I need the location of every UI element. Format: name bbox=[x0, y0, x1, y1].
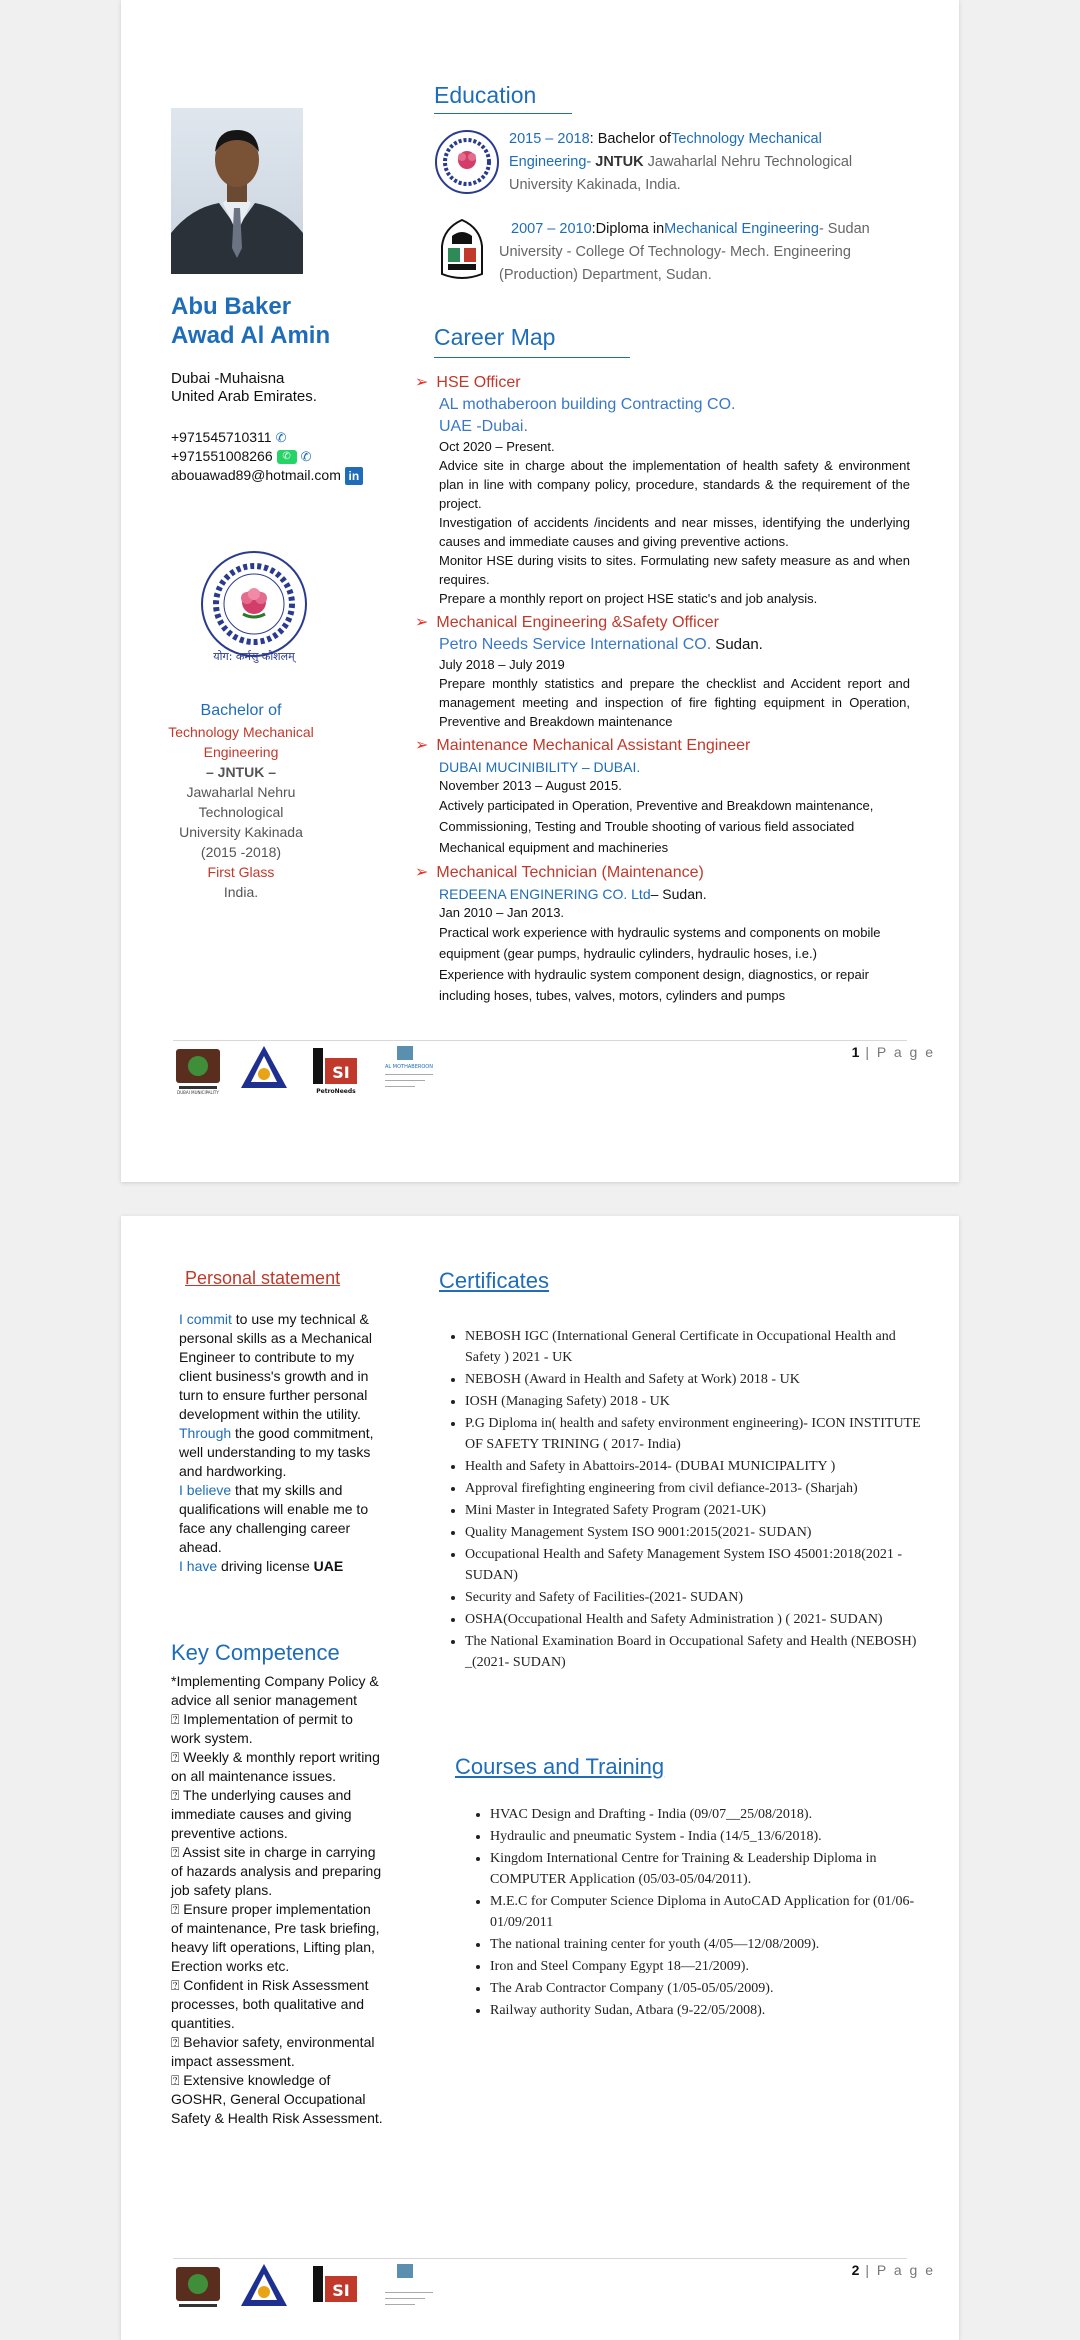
job-title: Mechanical Technician (Maintenance) bbox=[436, 864, 704, 881]
profile-photo bbox=[171, 108, 303, 274]
petroneeds-logo bbox=[311, 2264, 361, 2314]
resume-page-1 bbox=[121, 0, 959, 1182]
sudan-university-seal-icon bbox=[434, 218, 490, 282]
company-name: DUBAI MUCINIBILITY – DUBAI. bbox=[439, 759, 641, 775]
job-dates: Jan 2010 – Jan 2013. bbox=[439, 905, 565, 920]
ps-have-keyword: I have bbox=[179, 1558, 218, 1574]
certificate-item: • Security and Safety of Facilities-(2021- SUDAN) bbox=[465, 1587, 931, 1608]
hse-contractor-logo bbox=[239, 1044, 289, 1094]
sidebar-degree-line1: Bachelor of bbox=[200, 702, 282, 719]
phone-icon: ✆ bbox=[300, 449, 312, 464]
svg-text:SI: SI bbox=[332, 2281, 350, 2300]
phone-number-2[interactable]: +971551008266 bbox=[171, 448, 273, 464]
job-title: Mechanical Engineering &Safety Officer bbox=[436, 614, 719, 631]
career-item bbox=[415, 862, 910, 1006]
dubai-municipality-logo bbox=[173, 1046, 223, 1096]
job-title: HSE Officer bbox=[436, 374, 521, 391]
footer-rule bbox=[173, 1040, 907, 1041]
sidebar-degree-line10: India. bbox=[223, 884, 259, 900]
edu1-pre: : Bachelor of bbox=[589, 131, 672, 147]
course-item: • The national training center for youth (4/05—12/08/2009). bbox=[490, 1934, 926, 1955]
career-map-header: Career Map bbox=[434, 324, 556, 350]
course-item: • The Arab Contractor Company (1/05-05/05/2009). bbox=[490, 1978, 926, 1999]
al-mothaberoon-logo-text: AL MOTHABEROON bbox=[385, 1064, 433, 1070]
course-item: • Iron and Steel Company Egypt 18—21/2009). bbox=[490, 1956, 926, 1977]
certificate-item: • NEBOSH (Award in Health and Safety at Work) 2018 - UK bbox=[465, 1369, 931, 1390]
certificate-item: • IOSH (Managing Safety) 2018 - UK bbox=[465, 1391, 931, 1412]
key-competence-header: Key Competence bbox=[171, 1640, 340, 1665]
sidebar-degree-line8: (2015 -2018) bbox=[200, 844, 282, 860]
company-location: UAE -Dubai. bbox=[439, 418, 528, 435]
al-mothaberoon-logo bbox=[379, 1044, 439, 1094]
certificates-header: Certificates bbox=[439, 1268, 550, 1293]
job-title: Maintenance Mechanical Assistant Engineer bbox=[436, 737, 751, 754]
sidebar-degree-line4: – JNTUK – bbox=[205, 764, 277, 780]
jntuk-seal-icon bbox=[433, 128, 501, 196]
job-description: Prepare monthly statistics and prepare the checklist and Accident report and management meeting and inspection of fire fighting equipment in Operation, Preventive and Breakdown maintenance bbox=[439, 676, 910, 729]
education-header: Education bbox=[434, 82, 537, 108]
certificate-item: • The National Examination Board in Occupational Safety and Health (NEBOSH) _(2021- SUDAN) bbox=[465, 1631, 931, 1673]
phone-icon: ✆ bbox=[275, 430, 287, 445]
job-description: Actively participated in Operation, Preventive and Breakdown maintenance, Commissioning, Testing and Trouble shooting of various field associated Mechanical equipment and machineries bbox=[439, 798, 874, 855]
key-competence-list bbox=[171, 1672, 386, 2128]
sidebar-degree-line9: First Glass bbox=[207, 864, 275, 880]
al-mothaberoon-logo bbox=[379, 2262, 439, 2312]
page-label: P a g e bbox=[876, 1044, 935, 1060]
career-item bbox=[415, 372, 910, 608]
company-name: REDEENA ENGINERING CO. Ltd bbox=[439, 886, 651, 902]
page-label: P a g e bbox=[876, 2262, 935, 2278]
competence-item: ⍰ Ensure proper implementation of maintenance, Pre task briefing, heavy lift operations, Lifting plan, Erection works etc. bbox=[171, 1901, 380, 1974]
edu1-dash: - bbox=[586, 154, 596, 170]
dubai-municipality-logo-text: DUBAI MUNICIPALITY bbox=[177, 1090, 219, 1095]
arrow-bullet-icon: ➢ bbox=[415, 614, 429, 631]
university-logo bbox=[195, 548, 313, 666]
job-description: Practical work experience with hydraulic systems and components on mobile equipment (gear pumps, hydraulic cylinders, hydraulic hoses, i.e.) Experience with hydraulic system component design, diagnostics, or repair including hoses, tubes, valves, motors, cylinders and pumps bbox=[439, 925, 881, 1003]
sidebar-degree-line6: Technological bbox=[198, 804, 284, 820]
certificate-item: • OSHA(Occupational Health and Safety Administration ) ( 2021- SUDAN) bbox=[465, 1609, 931, 1630]
edu1-rest: Jawaharlal Nehru Technological University Kakinada, India. bbox=[509, 154, 853, 193]
whatsapp-icon: ✆ bbox=[277, 450, 297, 464]
page-number: 2 | P a g e bbox=[851, 2262, 935, 2278]
education-entry-1 bbox=[509, 128, 889, 197]
footer-rule bbox=[173, 2258, 907, 2259]
career-list bbox=[415, 372, 910, 1010]
sidebar-degree-line7: University Kakinada bbox=[179, 824, 303, 840]
edu1-field: Technology Mechanical Engineering bbox=[509, 131, 822, 170]
course-item: • M.E.C for Computer Science Diploma in AutoCAD Application for (01/06-01/09/2011 bbox=[490, 1891, 926, 1933]
page-number-value: 1 bbox=[851, 1044, 860, 1060]
arrow-bullet-icon: ➢ bbox=[415, 737, 429, 754]
competence-item: ⍰ Extensive knowledge of GOSHR, General Occupational Safety & Health Risk Assessment. bbox=[171, 2072, 383, 2126]
course-item: • Hydraulic and pneumatic System - India (14/5_13/6/2018). bbox=[490, 1826, 926, 1847]
edu1-years: 2015 – 2018 bbox=[509, 131, 590, 147]
career-item bbox=[415, 735, 910, 858]
sidebar-degree-line3: Engineering bbox=[203, 744, 279, 760]
certificate-item: • Occupational Health and Safety Management System ISO 45001:2018(2021 - SUDAN) bbox=[465, 1544, 931, 1586]
edu2-field: Mechanical Engineering bbox=[664, 221, 819, 237]
ps-through-text: the good commitment, well understanding to my tasks and hardworking. bbox=[179, 1425, 374, 1479]
ps-through-keyword: Through bbox=[179, 1425, 232, 1441]
personal-statement-header: Personal statement bbox=[185, 1268, 341, 1288]
competence-item: ⍰ Confident in Risk Assessment processes, both qualitative and quantities. bbox=[171, 1977, 369, 2031]
personal-statement-text bbox=[179, 1310, 374, 1576]
education-header-rule bbox=[434, 113, 572, 114]
competence-item: ⍰ Assist site in charge in carrying of hazards analysis and preparing job safety plans. bbox=[171, 1844, 382, 1898]
svg-text:SI: SI bbox=[332, 1063, 350, 1082]
name-second-line: Awad Al Amin bbox=[171, 322, 331, 349]
career-item bbox=[415, 612, 910, 731]
certificate-item: • P.G Diploma in( health and safety environment engineering)- ICON INSTITUTE OF SAFETY TRINING ( 2017- India) bbox=[465, 1413, 931, 1455]
competence-item: ⍰ Implementation of permit to work system. bbox=[171, 1711, 353, 1746]
petroneeds-logo bbox=[311, 1046, 361, 1096]
petroneeds-logo-text: PetroNeeds bbox=[316, 1088, 356, 1095]
career-map-header-rule bbox=[434, 357, 630, 358]
arrow-bullet-icon: ➢ bbox=[415, 374, 429, 391]
edu2-rest: - Sudan University - College Of Technology- Mech. Engineering (Production) Department, Sudan. bbox=[499, 221, 870, 283]
ps-have-text: driving license bbox=[217, 1558, 314, 1574]
dubai-municipality-logo bbox=[173, 2264, 223, 2314]
certificate-item: • NEBOSH IGC (International General Certificate in Occupational Health and Safety ) 2021 - UK bbox=[465, 1326, 931, 1368]
ps-believe-keyword: I believe bbox=[179, 1482, 232, 1498]
job-dates: Oct 2020 – Present. bbox=[439, 439, 555, 454]
edu2-pre: :Diploma in bbox=[591, 221, 665, 237]
course-item: • Kingdom International Centre for Training & Leadership Diploma in COMPUTER Application (05/03-05/04/2011). bbox=[490, 1848, 926, 1890]
name-first-line: Abu Baker bbox=[171, 293, 292, 320]
ps-believe-text: that my skills and qualifications will enable me to face any challenging career ahead. bbox=[179, 1482, 369, 1555]
competence-item: ⍰ Behavior safety, environmental impact assessment. bbox=[171, 2034, 375, 2069]
certificate-item: • Approval firefighting engineering from civil defiance-2013- (Sharjah) bbox=[465, 1478, 931, 1499]
page-number-value: 2 bbox=[851, 2262, 860, 2278]
linkedin-icon[interactable]: in bbox=[345, 467, 363, 485]
hse-contractor-logo bbox=[239, 2262, 289, 2312]
competence-item: ⍰ Weekly & monthly report writing on all maintenance issues. bbox=[171, 1749, 380, 1784]
courses-list-wrap bbox=[466, 1804, 926, 2022]
svg-text:योग: कर्मसु कौशलम्: योग: कर्मसु कौशलम् bbox=[213, 650, 295, 663]
company-name: AL mothaberoon building Contracting CO. bbox=[439, 396, 736, 413]
certificate-item: • Mini Master in Integrated Safety Program (2021-UK) bbox=[465, 1500, 931, 1521]
resume-page-2 bbox=[121, 1216, 959, 2340]
email-address[interactable]: abouawad89@hotmail.com bbox=[171, 467, 341, 483]
address-city: Dubai -Muhaisna bbox=[171, 370, 285, 387]
ps-commit-keyword: I commit bbox=[179, 1311, 232, 1327]
course-item: • Railway authority Sudan, Atbara (9-22/05/2008). bbox=[490, 2000, 926, 2021]
certificates-list-wrap bbox=[441, 1326, 931, 1674]
company-name: Petro Needs Service International CO. bbox=[439, 636, 712, 653]
certificates-list bbox=[441, 1326, 931, 1673]
ps-commit-text: to use my technical & personal skills as a Mechanical Engineer to contribute to my client business's growth and in turn to ensure further personal development within the utility. bbox=[179, 1311, 372, 1422]
sidebar-degree-line2: Technology Mechanical bbox=[168, 724, 314, 740]
ps-license-country: UAE bbox=[313, 1558, 344, 1574]
job-dates: November 2013 – August 2015. bbox=[439, 778, 622, 793]
edu1-abbr: JNTUK bbox=[595, 154, 644, 170]
course-item: • HVAC Design and Drafting - India (09/07__25/08/2018). bbox=[490, 1804, 926, 1825]
sidebar-degree-line5: Jawaharlal Nehru bbox=[186, 784, 296, 800]
competence-item: ⍰ The underlying causes and immediate causes and giving preventive actions. bbox=[171, 1787, 352, 1841]
courses-list bbox=[466, 1804, 926, 2021]
job-description: Advice site in charge about the implementation of health safety & environment plan in line with company policy, procedure, standards & the requirement of the project. Investigation of accidents /incidents and near misses, identifying the underlying causes and immediate causes and giving preventive actions. Monitor HSE during visits to sites. Formulating new safety measure as and when requires. Prepare a monthly report on project HSE static's and job analysis. bbox=[439, 458, 910, 606]
edu2-years: 2007 – 2010 bbox=[511, 221, 592, 237]
certificate-item: • Health and Safety in Abattoirs-2014- (DUBAI MUNICIPALITY ) bbox=[465, 1456, 931, 1477]
competence-item: *Implementing Company Policy & advice all senior management bbox=[171, 1673, 379, 1708]
education-entry-2 bbox=[499, 218, 899, 287]
certificate-item: • Quality Management System ISO 9001:2015(2021- SUDAN) bbox=[465, 1522, 931, 1543]
page-number: 1 | P a g e bbox=[851, 1044, 935, 1060]
phone-number-1[interactable]: +971545710311 bbox=[171, 429, 272, 445]
courses-header: Courses and Training bbox=[455, 1754, 665, 1779]
arrow-bullet-icon: ➢ bbox=[415, 864, 429, 881]
job-dates: July 2018 – July 2019 bbox=[439, 657, 565, 672]
company-location: Sudan. bbox=[711, 636, 763, 653]
company-location: – Sudan. bbox=[650, 886, 707, 902]
address-country: United Arab Emirates. bbox=[171, 388, 317, 405]
